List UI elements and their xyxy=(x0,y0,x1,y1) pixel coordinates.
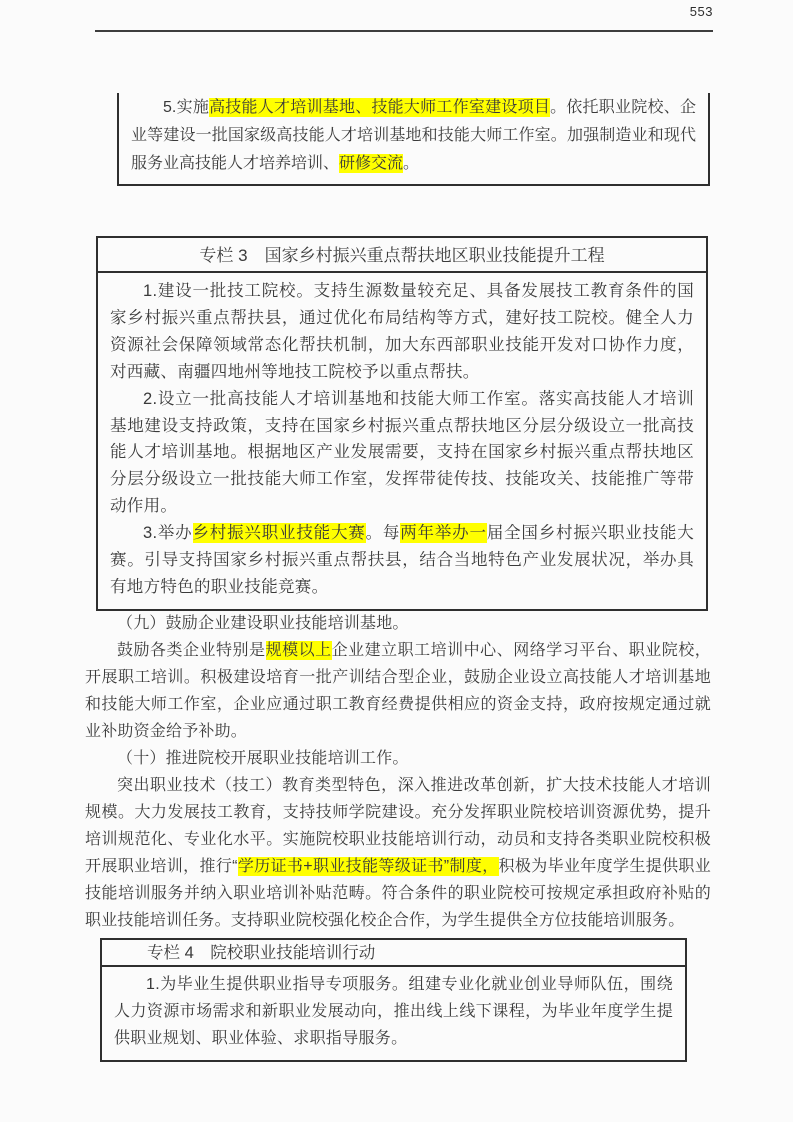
highlighted-text: 两年举办一 xyxy=(400,524,487,543)
panel-4-body xyxy=(102,967,685,1060)
panel-4-title: 专栏 4 院校职业技能培训行动 xyxy=(102,940,685,967)
text-segment: 。依托职业院校、企业等建设一批国家级高技能人才培训基地和技能大师工作室。加强制造业和现代服务业高技能人才培养培训、 xyxy=(131,99,696,172)
text-segment: 积极为毕业年度学生提供职业技能培训服务并纳入职业培训补贴范畴。符合条件的职业院校可按规定承担政府补贴的职业技能培训任务。支持职业院校强化校企合作，为学生提供全方位技能培训服务。 xyxy=(85,858,711,929)
body-text xyxy=(85,610,711,934)
paragraph xyxy=(131,94,696,178)
highlighted-text: 规模以上 xyxy=(265,642,332,659)
continued-highlight-box xyxy=(117,93,710,186)
highlighted-text: 高技能人才培训基地、技能大师工作室建设项目 xyxy=(209,99,551,116)
paragraph xyxy=(85,772,711,934)
paragraph xyxy=(110,520,694,601)
page-number: 553 xyxy=(689,4,713,19)
panel-column-4 xyxy=(100,938,687,1062)
text-segment: 。 xyxy=(403,155,420,172)
highlighted-text: 乡村振兴职业技能大赛 xyxy=(192,524,366,543)
section-heading-10: （十）推进院校开展职业技能培训工作。 xyxy=(117,750,409,767)
highlighted-text: 学历证书+职业技能等级证书”制度， xyxy=(237,858,499,875)
paragraph xyxy=(85,637,711,745)
text-segment: 5.实施 xyxy=(163,99,210,116)
section-heading-9: （九）鼓励企业建设职业技能培训基地。 xyxy=(117,615,409,632)
panel-3-title: 专栏 3 国家乡村振兴重点帮扶地区职业技能提升工程 xyxy=(98,238,706,273)
text-segment: 3.举办 xyxy=(143,524,193,543)
header-divider xyxy=(95,30,713,32)
panel-3-body xyxy=(98,273,706,609)
text-segment: 届全国乡村振兴职业技能大赛。引导支持国家乡村振兴重点帮扶县，结合当地特色产业发展状况，举办具有地方特色的职业技能竞赛。 xyxy=(110,524,695,596)
text-segment: 。每 xyxy=(365,524,401,543)
text-segment: 企业建立职工培训中心、网络学习平台、职业院校，开展职工培训。积极建设培育一批产训结合型企业，鼓励企业设立高技能人才培训基地和技能大师工作室，企业应通过职工教育经费提供相应的资金支持，政府按规定通过就业补助资金给予补助。 xyxy=(85,642,711,740)
paragraph: 1.为毕业生提供职业指导专项服务。组建专业化就业创业导师队伍，围绕人力资源市场需求和新职业发展动向，推出线上线下课程，为毕业年度学生提供职业规划、职业体验、求职指导服务。 xyxy=(114,976,673,1048)
paragraph: 2.设立一批高技能人才培训基地和技能大师工作室。落实高技能人才培训基地建设支持政策，支持在国家乡村振兴重点帮扶地区分层分级设立一批高技能人才培训基地。根据地区产业发展需要，支持在国家乡村振兴重点帮扶地区分层分级设立一批技能大师工作室，发挥带徒传技、技能攻关、技能推广等带动作用。 xyxy=(110,389,694,516)
panel-column-3 xyxy=(96,236,708,611)
text-segment: 鼓励各类企业特别是 xyxy=(117,642,266,659)
paragraph: 1.建设一批技工院校。支持生源数量较充足、具备发展技工教育条件的国家乡村振兴重点帮扶县，通过优化布局结构等方式，建好技工院校。健全人力资源社会保障领域常态化帮扶机制，加大东西部职业技能开发对口协作力度，对西藏、南疆四地州等地技工院校予以重点帮扶。 xyxy=(110,282,694,381)
text-segment: 突出职业技术（技工）教育类型特色，深入推进改革创新，扩大技术技能人才培训规模。大力发展技工教育，支持技师学院建设。充分发挥职业院校培训资源优势，提升培训规范化、专业化水平。实施院校职业技能培训行动，动员和支持各类职业院校积极开展职业培训，推行“ xyxy=(85,777,711,875)
highlighted-text: 研修交流 xyxy=(339,155,404,172)
